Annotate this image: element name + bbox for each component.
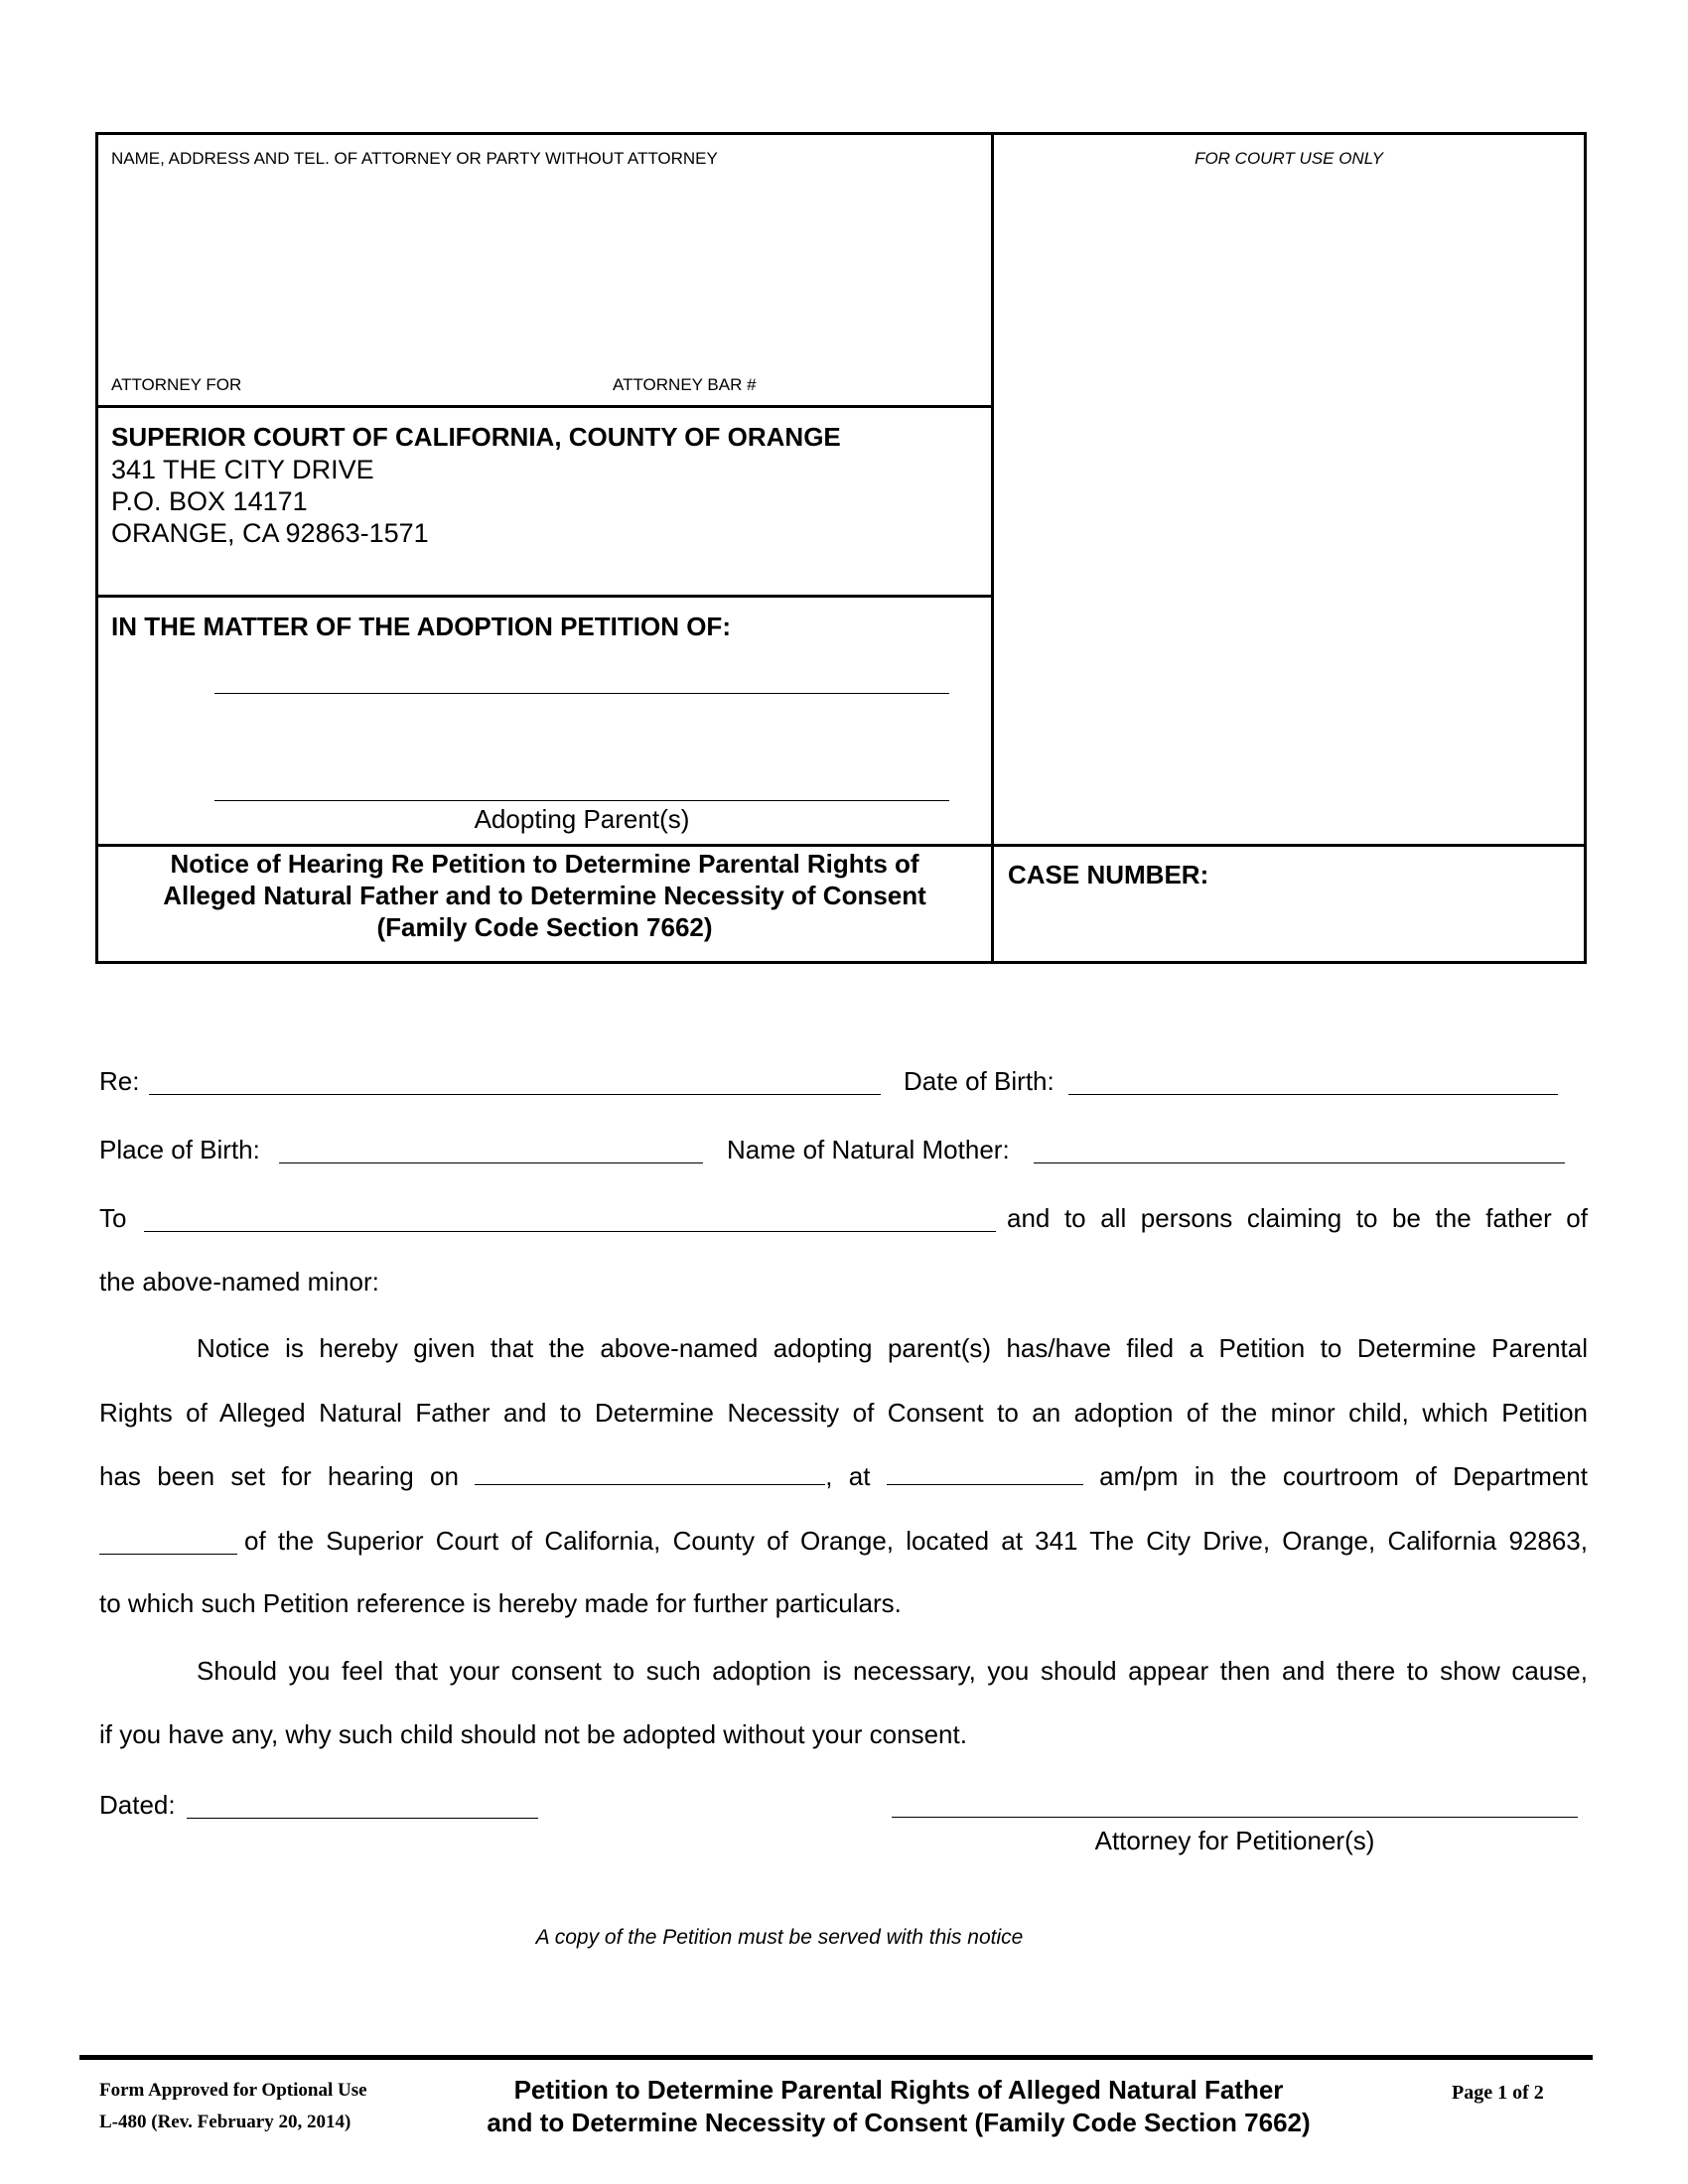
caption-divider bbox=[991, 132, 994, 964]
footer-title-line: Petition to Determine Parental Rights of Alleged Natural Father bbox=[513, 2075, 1284, 2105]
notice-text: am/pm in the courtroom of Department bbox=[1099, 1461, 1588, 1491]
signature-line[interactable] bbox=[892, 1817, 1578, 1818]
footer-form-id: L-480 (Rev. February 20, 2014) bbox=[99, 2112, 352, 2132]
attorney-for-label: ATTORNEY FOR bbox=[111, 375, 242, 394]
notice-text: has been set for hearing on bbox=[99, 1461, 459, 1491]
mother-label: Name of Natural Mother: bbox=[727, 1135, 1010, 1164]
notice-line: Should you feel that your consent to such adoption is necessary, you should appear then and there to show cause, bbox=[197, 1656, 1588, 1686]
matter-label: IN THE MATTER OF THE ADOPTION PETITION OF: bbox=[111, 612, 731, 641]
to-field[interactable] bbox=[144, 1231, 996, 1232]
page-number: Page 1 of 2 bbox=[1452, 2082, 1544, 2104]
to-label: To bbox=[99, 1203, 127, 1233]
form-title-line: Alleged Natural Father and to Determine Necessity of Consent bbox=[163, 881, 926, 910]
department-field[interactable] bbox=[99, 1554, 237, 1555]
dated-label: Dated: bbox=[99, 1790, 176, 1820]
divider bbox=[95, 844, 1587, 847]
court-address-line: 341 THE CITY DRIVE bbox=[111, 455, 374, 484]
court-address-line: P.O. BOX 14171 bbox=[111, 486, 308, 516]
notice-text: , at bbox=[825, 1461, 871, 1491]
court-name: SUPERIOR COURT OF CALIFORNIA, COUNTY OF ORANGE bbox=[111, 422, 841, 452]
adopting-parents-label: Adopting Parent(s) bbox=[474, 804, 690, 834]
mother-field[interactable] bbox=[1034, 1162, 1565, 1163]
divider bbox=[95, 595, 994, 598]
re-label: Re: bbox=[99, 1066, 140, 1096]
case-number-label: CASE NUMBER: bbox=[1008, 860, 1209, 889]
notice-line: to which such Petition reference is hereby made for further particulars. bbox=[99, 1588, 902, 1618]
notice-line: Rights of Alleged Natural Father and to Determine Necessity of Consent to an adoption of the minor child, which Petition bbox=[99, 1398, 1588, 1428]
adopting-parent-line-2[interactable] bbox=[214, 800, 949, 801]
divider bbox=[95, 405, 994, 408]
to-line2: the above-named minor: bbox=[99, 1267, 379, 1297]
attorney-signature-label: Attorney for Petitioner(s) bbox=[1094, 1826, 1375, 1855]
copy-note: A copy of the Petition must be served with this notice bbox=[535, 1926, 1024, 1949]
form-title bbox=[98, 848, 991, 943]
attorney-bar-label: ATTORNEY BAR # bbox=[613, 375, 757, 394]
dob-label: Date of Birth: bbox=[904, 1066, 1055, 1096]
footer-approved: Form Approved for Optional Use bbox=[99, 2080, 367, 2101]
pob-label: Place of Birth: bbox=[99, 1135, 260, 1164]
pob-field[interactable] bbox=[279, 1162, 703, 1163]
dob-field[interactable] bbox=[1068, 1094, 1558, 1095]
hearing-time-field[interactable] bbox=[887, 1462, 1083, 1485]
form-title-line: (Family Code Section 7662) bbox=[376, 912, 713, 942]
notice-line: of the Superior Court of California, County of Orange, located at 341 The City Drive, Orange, California 92863, bbox=[244, 1526, 1588, 1556]
form-title-line: Notice of Hearing Re Petition to Determine Parental Rights of bbox=[170, 849, 919, 879]
court-use-label: FOR COURT USE ONLY bbox=[1195, 149, 1383, 168]
notice-line: if you have any, why such child should not be adopted without your consent. bbox=[99, 1719, 967, 1749]
re-field[interactable] bbox=[149, 1094, 881, 1095]
dated-field[interactable] bbox=[187, 1818, 538, 1819]
to-suffix: and to all persons claiming to be the father of bbox=[1007, 1203, 1588, 1233]
hearing-date-field[interactable] bbox=[475, 1462, 825, 1485]
footer-rule bbox=[79, 2055, 1593, 2060]
court-address-line: ORANGE, CA 92863-1571 bbox=[111, 518, 429, 548]
footer-title-line: and to Determine Necessity of Consent (Family Code Section 7662) bbox=[487, 2108, 1311, 2137]
notice-line: Notice is hereby given that the above-named adopting parent(s) has/have filed a Petition to Determine Parental bbox=[197, 1333, 1588, 1363]
adopting-parent-line-1[interactable] bbox=[214, 693, 949, 694]
attorney-info-label: NAME, ADDRESS AND TEL. OF ATTORNEY OR PARTY WITHOUT ATTORNEY bbox=[111, 149, 718, 168]
notice-line bbox=[99, 1461, 1588, 1492]
